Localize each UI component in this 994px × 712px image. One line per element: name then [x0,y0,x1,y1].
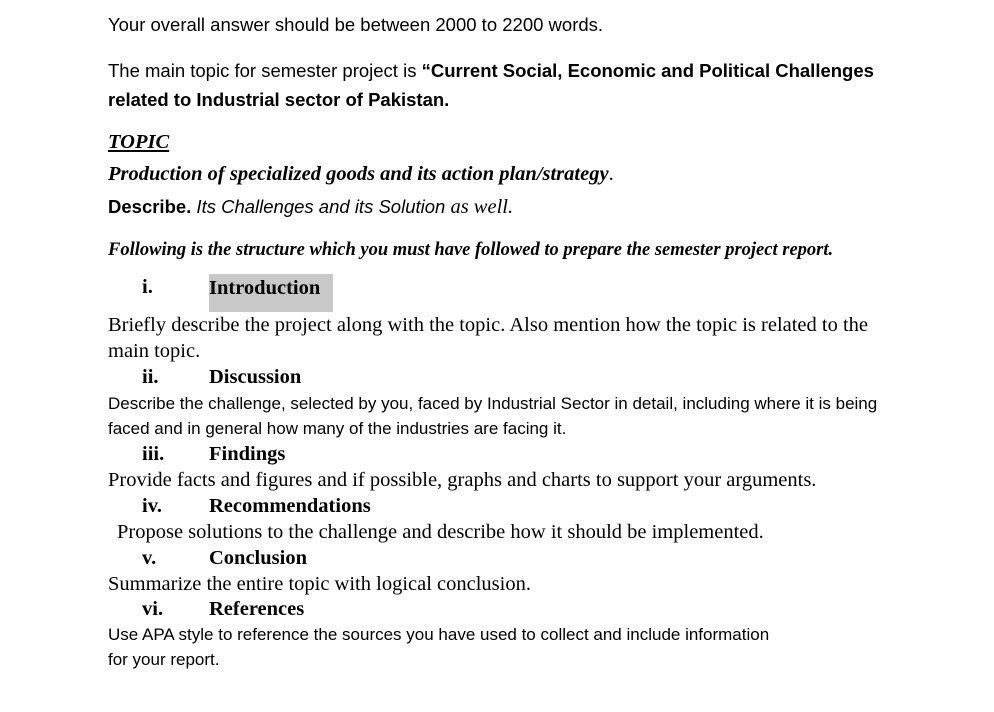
main-topic-line-2: related to Industrial sector of Pakistan. [108,89,450,110]
section-title: Recommendations [209,495,371,517]
structure-note: Following is the structure which you must have followed to prepare the semester project report. [108,240,834,260]
section-body: Propose solutions to the challenge and describe how it should be implemented. [117,521,764,543]
word-count-line: Your overall answer should be between 2000 to 2200 words. [108,14,604,35]
section-title: Findings [209,443,286,465]
topic-title [108,163,614,186]
section-title-highlight [209,274,333,312]
section-title: Conclusion [209,547,307,569]
section-body: Use APA style to reference the sources you have used to collect and include information [108,625,770,644]
main-topic-prefix: The main topic for semester project is [108,60,422,81]
describe-line [108,196,513,219]
topic-heading: TOPIC [108,131,170,153]
section-body: Describe the challenge, selected by you, faced by Industrial Sector in detail, including where it is being [108,394,878,413]
section-body: Summarize the entire topic with logical conclusion. [108,573,531,595]
main-topic-line-1 [108,60,874,82]
section-body: Provide facts and figures and if possible, graphs and charts to support your arguments. [108,469,817,491]
section-body: for your report. [108,650,220,669]
section-body: Briefly describe the project along with the topic. Also mention how the topic is related to the [108,314,869,336]
describe-italic: Its Challenges and its Solution [191,196,451,217]
section-number: iv. [142,495,162,517]
section-title: Discussion [209,366,302,388]
describe-tail: as well. [450,196,514,218]
describe-bold: Describe. [108,196,192,217]
section-number: ii. [142,366,159,388]
topic-title-period: . [608,163,614,185]
section-title: References [209,598,305,620]
section-number: vi. [142,598,164,620]
section-body: main topic. [108,340,201,362]
section-number: v. [142,547,157,569]
section-title: Introduction [209,274,333,312]
section-number: i. [142,276,153,298]
section-number: iii. [142,443,165,465]
topic-title-text: Production of specialized goods and its action plan/strategy [108,163,609,185]
main-topic-bold: “Current Social, Economic and Political Challenges [421,60,874,81]
section-body: faced and in general how many of the industries are facing it. [108,419,567,438]
